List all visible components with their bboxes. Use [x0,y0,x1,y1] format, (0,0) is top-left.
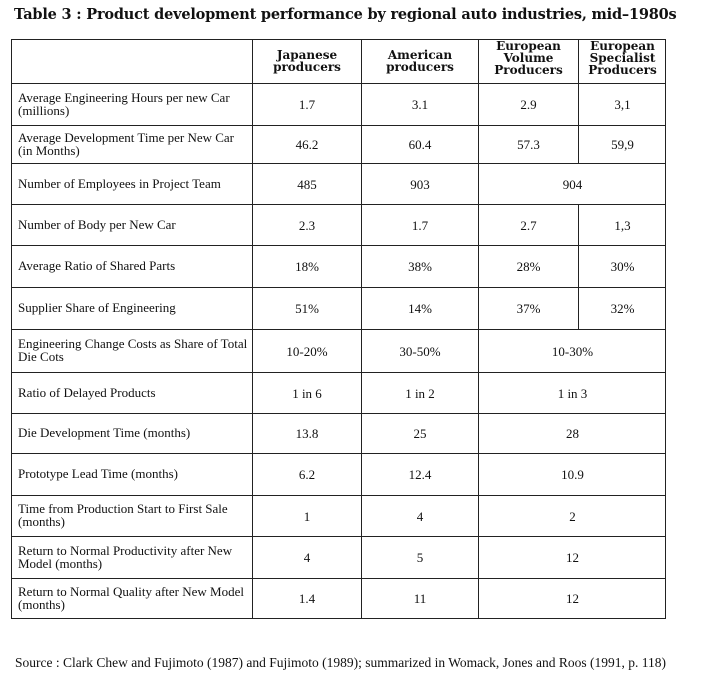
row-label: Die Development Time (months) [12,414,253,454]
row-label: Time from Production Start to First Sale (months) [12,496,253,537]
cell-japanese: 51% [253,288,362,330]
cell-european-combined: 2 [479,496,666,537]
cell-european-specialist: 59,9 [579,126,666,164]
cell-japanese: 1 in 6 [253,373,362,414]
cell-european-combined: 1 in 3 [479,373,666,414]
cell-european-combined: 10-30% [479,330,666,373]
cell-european-volume: 2.7 [479,205,579,246]
row-label: Number of Body per New Car [12,205,253,246]
header-european-volume: European Volume Producers [479,40,579,84]
cell-european-specialist: 1,3 [579,205,666,246]
cell-european-combined: 28 [479,414,666,454]
cell-european-volume: 37% [479,288,579,330]
source-note: Source : Clark Chew and Fujimoto (1987) and Fujimoto (1989); summarized in Womack, Jones and Roos (1991, p. 118) [15,655,666,670]
cell-american: 30-50% [362,330,479,373]
cell-european-specialist: 30% [579,246,666,288]
cell-american: 25 [362,414,479,454]
cell-american: 12.4 [362,454,479,496]
header-japanese: Japanese producers [253,40,362,84]
cell-japanese: 2.3 [253,205,362,246]
cell-japanese: 6.2 [253,454,362,496]
cell-japanese: 13.8 [253,414,362,454]
cell-american: 14% [362,288,479,330]
row-label: Return to Normal Quality after New Model (months) [12,579,253,618]
cell-american: 60.4 [362,126,479,164]
table-title: Table 3 : Product development performance by regional auto industries, mid–1980s [14,6,677,23]
cell-american: 4 [362,496,479,537]
header-american: American producers [362,40,479,84]
cell-american: 1 in 2 [362,373,479,414]
header-european-specialist: European Specialist Producers [579,40,666,84]
cell-japanese: 10-20% [253,330,362,373]
row-label: Average Engineering Hours per new Car (millions) [12,84,253,126]
cell-european-specialist: 32% [579,288,666,330]
row-label: Supplier Share of Engineering [12,288,253,330]
row-label: Return to Normal Productivity after New Model (months) [12,537,253,579]
row-label: Engineering Change Costs as Share of Total Die Cots [12,330,253,373]
cell-japanese: 18% [253,246,362,288]
row-label: Prototype Lead Time (months) [12,454,253,496]
cell-american: 3.1 [362,84,479,126]
cell-european-volume: 28% [479,246,579,288]
cell-american: 903 [362,164,479,205]
cell-european-volume: 2.9 [479,84,579,126]
header-empty [12,40,253,84]
cell-japanese: 46.2 [253,126,362,164]
cell-japanese: 1.4 [253,579,362,618]
cell-european-combined: 12 [479,537,666,579]
cell-japanese: 1.7 [253,84,362,126]
row-label: Average Ratio of Shared Parts [12,246,253,288]
data-table [11,39,666,619]
cell-american: 11 [362,579,479,618]
cell-european-specialist: 3,1 [579,84,666,126]
cell-american: 38% [362,246,479,288]
row-label: Number of Employees in Project Team [12,164,253,205]
cell-american: 1.7 [362,205,479,246]
cell-european-combined: 10.9 [479,454,666,496]
row-label: Ratio of Delayed Products [12,373,253,414]
cell-japanese: 4 [253,537,362,579]
cell-european-combined: 904 [479,164,666,205]
cell-american: 5 [362,537,479,579]
cell-european-volume: 57.3 [479,126,579,164]
cell-japanese: 1 [253,496,362,537]
cell-european-combined: 12 [566,591,579,606]
row-label: Average Development Time per New Car (in Months) [12,126,253,164]
cell-japanese: 485 [253,164,362,205]
